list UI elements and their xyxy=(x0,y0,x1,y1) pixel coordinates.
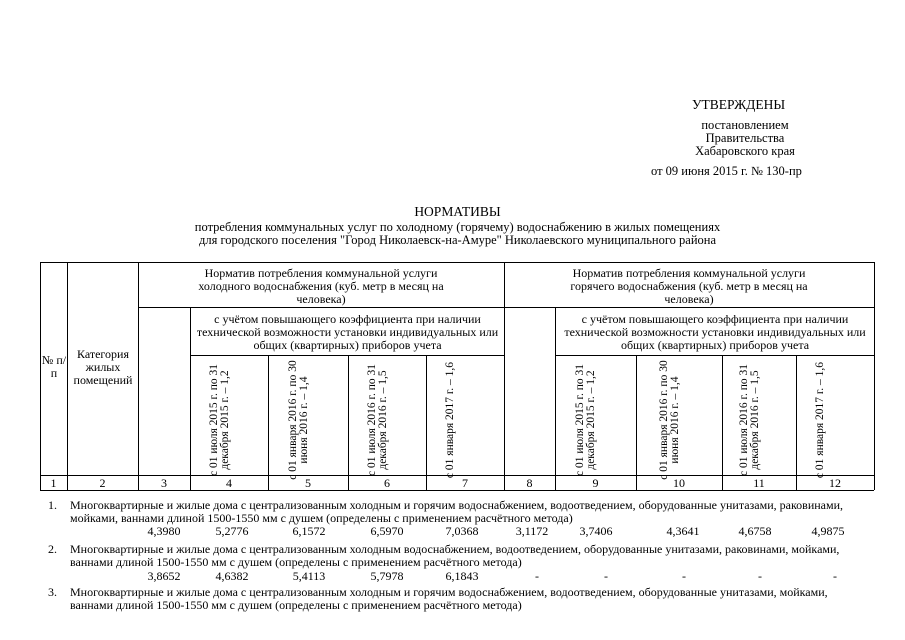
hot-coef-header: с учётом повышающего коэффициента при наличии технической возможности установки индивидуальных или общих (квартирных) приборов учета xyxy=(564,312,866,352)
approval-line-4: от 09 июня 2015 г. № 130-пр xyxy=(651,164,802,178)
value-cell: - xyxy=(604,569,608,583)
column-number: 5 xyxy=(305,476,311,490)
value-cell: 5,7978 xyxy=(370,569,404,583)
hot-period-1: с 01 июля 2015 г. по 31 декабря 2015 г. – 1,2 xyxy=(574,363,597,477)
section-number: 1. xyxy=(48,498,57,512)
section-number: 3. xyxy=(48,585,57,599)
column-number: 2 xyxy=(99,476,106,490)
approval-line-3: Хабаровского края xyxy=(695,144,795,158)
value-cell: 3,1172 xyxy=(515,524,549,538)
cold-coef-header: с учётом повышающего коэффициента при наличии технической возможности установки индивидуальных или общих (квартирных) приборов учета xyxy=(196,312,499,352)
column-number: 12 xyxy=(829,476,841,490)
hot-water-header: Норматив потребления коммунальной услуги горячего водоснабжения (куб. метр в месяц на человека) xyxy=(570,266,808,306)
cold-period-4: с 01 января 2017 г. – 1,6 xyxy=(444,361,456,479)
cold-period-1: с 01 июля 2015 г. по 31 декабря 2015 г. – 1,2 xyxy=(208,363,231,477)
approval-line-2: Правительства xyxy=(705,131,785,145)
col-category-header: Категория жилых помещений xyxy=(73,347,133,387)
value-cell: - xyxy=(758,569,762,583)
cold-water-header: Норматив потребления коммунальной услуги холодного водоснабжения (куб. метр в месяц на человека) xyxy=(198,266,444,306)
value-cell: 4,9875 xyxy=(811,524,845,538)
hot-period-4: с 01 января 2017 г. – 1,6 xyxy=(814,361,826,479)
value-cell: 4,6382 xyxy=(215,569,249,583)
cold-period-3: с 01 июля 2016 г. по 31 декабря 2016 г. – 1,5 xyxy=(366,363,389,477)
value-cell: 3,8652 xyxy=(147,569,181,583)
column-number: 8 xyxy=(526,476,533,490)
col-number-header: № п/п xyxy=(41,353,67,380)
value-cell: 6,1572 xyxy=(292,524,326,538)
document-subtitle-2: для городского поселения "Город Николаевск-на-Амуре" Николаевского муниципального района xyxy=(198,233,717,247)
value-cell: 4,3641 xyxy=(666,524,700,538)
column-number: 4 xyxy=(226,476,232,490)
value-cell: 5,2776 xyxy=(215,524,249,538)
column-number: 7 xyxy=(462,476,468,490)
section-description: Многоквартирные и жилые дома с централизованным холодным водоснабжением, водоотведением, оборудованные унитазами, раковинами, мойками, ваннами длиной 1500-1550 мм с душем (определены с применением расчётного метода) xyxy=(70,542,840,569)
hot-period-3: с 01 июля 2016 г. по 31 декабря 2016 г. – 1,5 xyxy=(738,363,761,477)
value-cell: 6,1843 xyxy=(445,569,479,583)
section-number: 2. xyxy=(48,542,57,556)
cold-period-2: с 01 января 2016 г. по 30 июня 2016 г. – 1,4 xyxy=(287,360,310,480)
value-cell: 4,3980 xyxy=(147,524,181,538)
column-number: 3 xyxy=(161,476,167,490)
column-number: 9 xyxy=(592,476,599,490)
value-cell: 6,5970 xyxy=(370,524,404,538)
document-title: НОРМАТИВЫ xyxy=(414,204,501,219)
value-cell: 4,6758 xyxy=(738,524,772,538)
value-cell: 3,7406 xyxy=(579,524,613,538)
value-cell: - xyxy=(833,569,837,583)
value-cell: - xyxy=(682,569,686,583)
column-number: 1 xyxy=(50,476,57,490)
approved-heading: УТВЕРЖДЕНЫ xyxy=(692,97,786,112)
column-number: 6 xyxy=(384,476,390,490)
section-description: Многоквартирные и жилые дома с централизованным холодным и горячим водоснабжением, водоотведением, оборудованные унитазами, мойками, ваннами длиной 1500-1550 мм с душем (определены с применением расчётного метода) xyxy=(70,585,828,612)
document-subtitle-1: потребления коммунальных услуг по холодному (горячему) водоснабжению в жилых помещениях xyxy=(194,220,721,234)
value-cell: 7,0368 xyxy=(445,524,479,538)
column-number: 10 xyxy=(673,476,685,490)
column-number: 11 xyxy=(753,476,765,490)
value-cell: - xyxy=(535,569,539,583)
value-cell: 5,4113 xyxy=(292,569,326,583)
hot-period-2: с 01 января 2016 г. по 30 июня 2016 г. – 1,4 xyxy=(658,360,681,480)
approval-line-1: постановлением xyxy=(701,118,789,132)
section-description: Многоквартирные и жилые дома с централизованным холодным и горячим водоснабжением, водоотведением, оборудованные унитазами, раковинами, мойками, ваннами длиной 1500-1550 мм с душем (определены с применением расчётного метода) xyxy=(70,498,844,525)
